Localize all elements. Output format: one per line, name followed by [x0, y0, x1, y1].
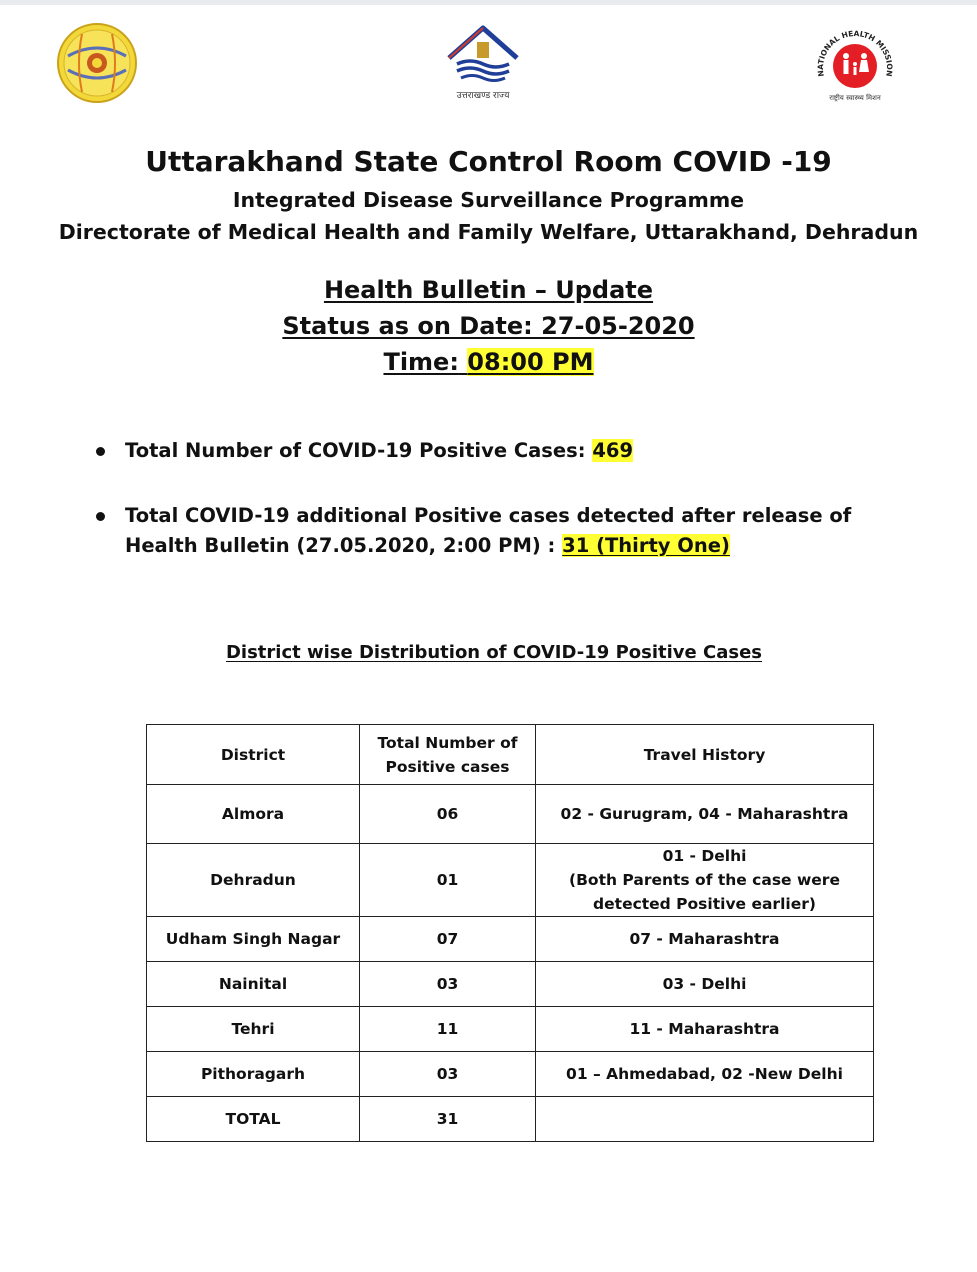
- travel-cell: 01 – Ahmedabad, 02 -New Delhi: [536, 1052, 874, 1097]
- table-header-row: [147, 725, 874, 785]
- document-header: [0, 140, 977, 248]
- table-row: [147, 785, 874, 844]
- page-title: Uttarakhand State Control Room COVID -19: [145, 145, 832, 178]
- travel-cell: 03 - Delhi: [536, 962, 874, 1007]
- directorate-name: Directorate of Medical Health and Family Welfare, Uttarakhand, Dehradun: [58, 220, 919, 244]
- list-item: [92, 436, 892, 466]
- table-row: [147, 917, 874, 962]
- district-cell: Tehri: [147, 1007, 360, 1052]
- travel-text: 01 - Delhi: [662, 847, 747, 865]
- bulletin-heading: [0, 272, 977, 380]
- mountain-emblem-icon: [443, 24, 523, 86]
- nhm-emblem-icon: [812, 24, 898, 98]
- total-cell: 06: [360, 785, 536, 844]
- bullet-icon: [96, 512, 105, 521]
- district-cell: Dehradun: [147, 844, 360, 917]
- district-cell: Pithoragarh: [147, 1052, 360, 1097]
- table-total-row: [147, 1097, 874, 1142]
- total-cases-value: 469: [592, 439, 634, 462]
- table-title-text: District wise Distribution of COVID-19 Positive Cases: [225, 642, 762, 663]
- nhm-caption: राष्ट्रीय स्वास्थ्य मिशन: [829, 94, 881, 102]
- additional-cases-value: 31 (Thirty One): [562, 534, 730, 557]
- additional-cases-label: Total COVID-19 additional Positive cases detected after release of Health Bulletin (27.05.2020, 2:00 PM) :: [125, 504, 852, 557]
- idsp-logo-icon: [56, 22, 138, 104]
- total-cell: 03: [360, 962, 536, 1007]
- travel-cell: 07 - Maharashtra: [536, 917, 874, 962]
- travel-cell: 02 - Gurugram, 04 - Maharashtra: [536, 785, 874, 844]
- table-row: [147, 962, 874, 1007]
- district-cell: Udham Singh Nagar: [147, 917, 360, 962]
- status-date: Status as on Date: 27-05-2020: [282, 312, 695, 340]
- bullet-icon: [96, 447, 105, 456]
- total-cases-label: Total Number of COVID-19 Positive Cases:: [125, 439, 586, 462]
- list-item: [92, 501, 892, 561]
- header-total: Total Number of Positive cases: [360, 725, 536, 785]
- travel-cell: 11 - Maharashtra: [536, 1007, 874, 1052]
- time-value: 08:00 PM: [467, 348, 594, 376]
- summary-list: [92, 436, 892, 561]
- top-strip: [0, 0, 977, 5]
- uttarakhand-emblem: [443, 24, 523, 100]
- empty-cell: [536, 1097, 874, 1142]
- travel-note: (Both Parents of the case were detected Positive earlier): [569, 871, 840, 913]
- table-title: [0, 642, 977, 663]
- district-cell: Almora: [147, 785, 360, 844]
- total-value-cell: 31: [360, 1097, 536, 1142]
- district-cell: Nainital: [147, 962, 360, 1007]
- total-label-cell: TOTAL: [147, 1097, 360, 1142]
- svg-text:NATIONAL HEALTH MISSION: NATIONAL HEALTH MISSION: [815, 28, 895, 78]
- district-table: [146, 724, 874, 1142]
- emblem-caption: उत्तराखण्ड राज्य: [456, 91, 510, 101]
- travel-cell: [536, 844, 874, 917]
- total-cell: 01: [360, 844, 536, 917]
- total-cell: 07: [360, 917, 536, 962]
- total-cell: 03: [360, 1052, 536, 1097]
- total-cell: 11: [360, 1007, 536, 1052]
- table-row: [147, 1052, 874, 1097]
- time-label: Time:: [383, 348, 459, 376]
- table-row: [147, 844, 874, 917]
- table-row: [147, 1007, 874, 1052]
- programme-name: Integrated Disease Surveillance Programme: [232, 188, 745, 212]
- header-travel: Travel History: [536, 725, 874, 785]
- bulletin-title: Health Bulletin – Update: [323, 276, 654, 304]
- header-district: District: [147, 725, 360, 785]
- nhm-logo: [812, 24, 898, 102]
